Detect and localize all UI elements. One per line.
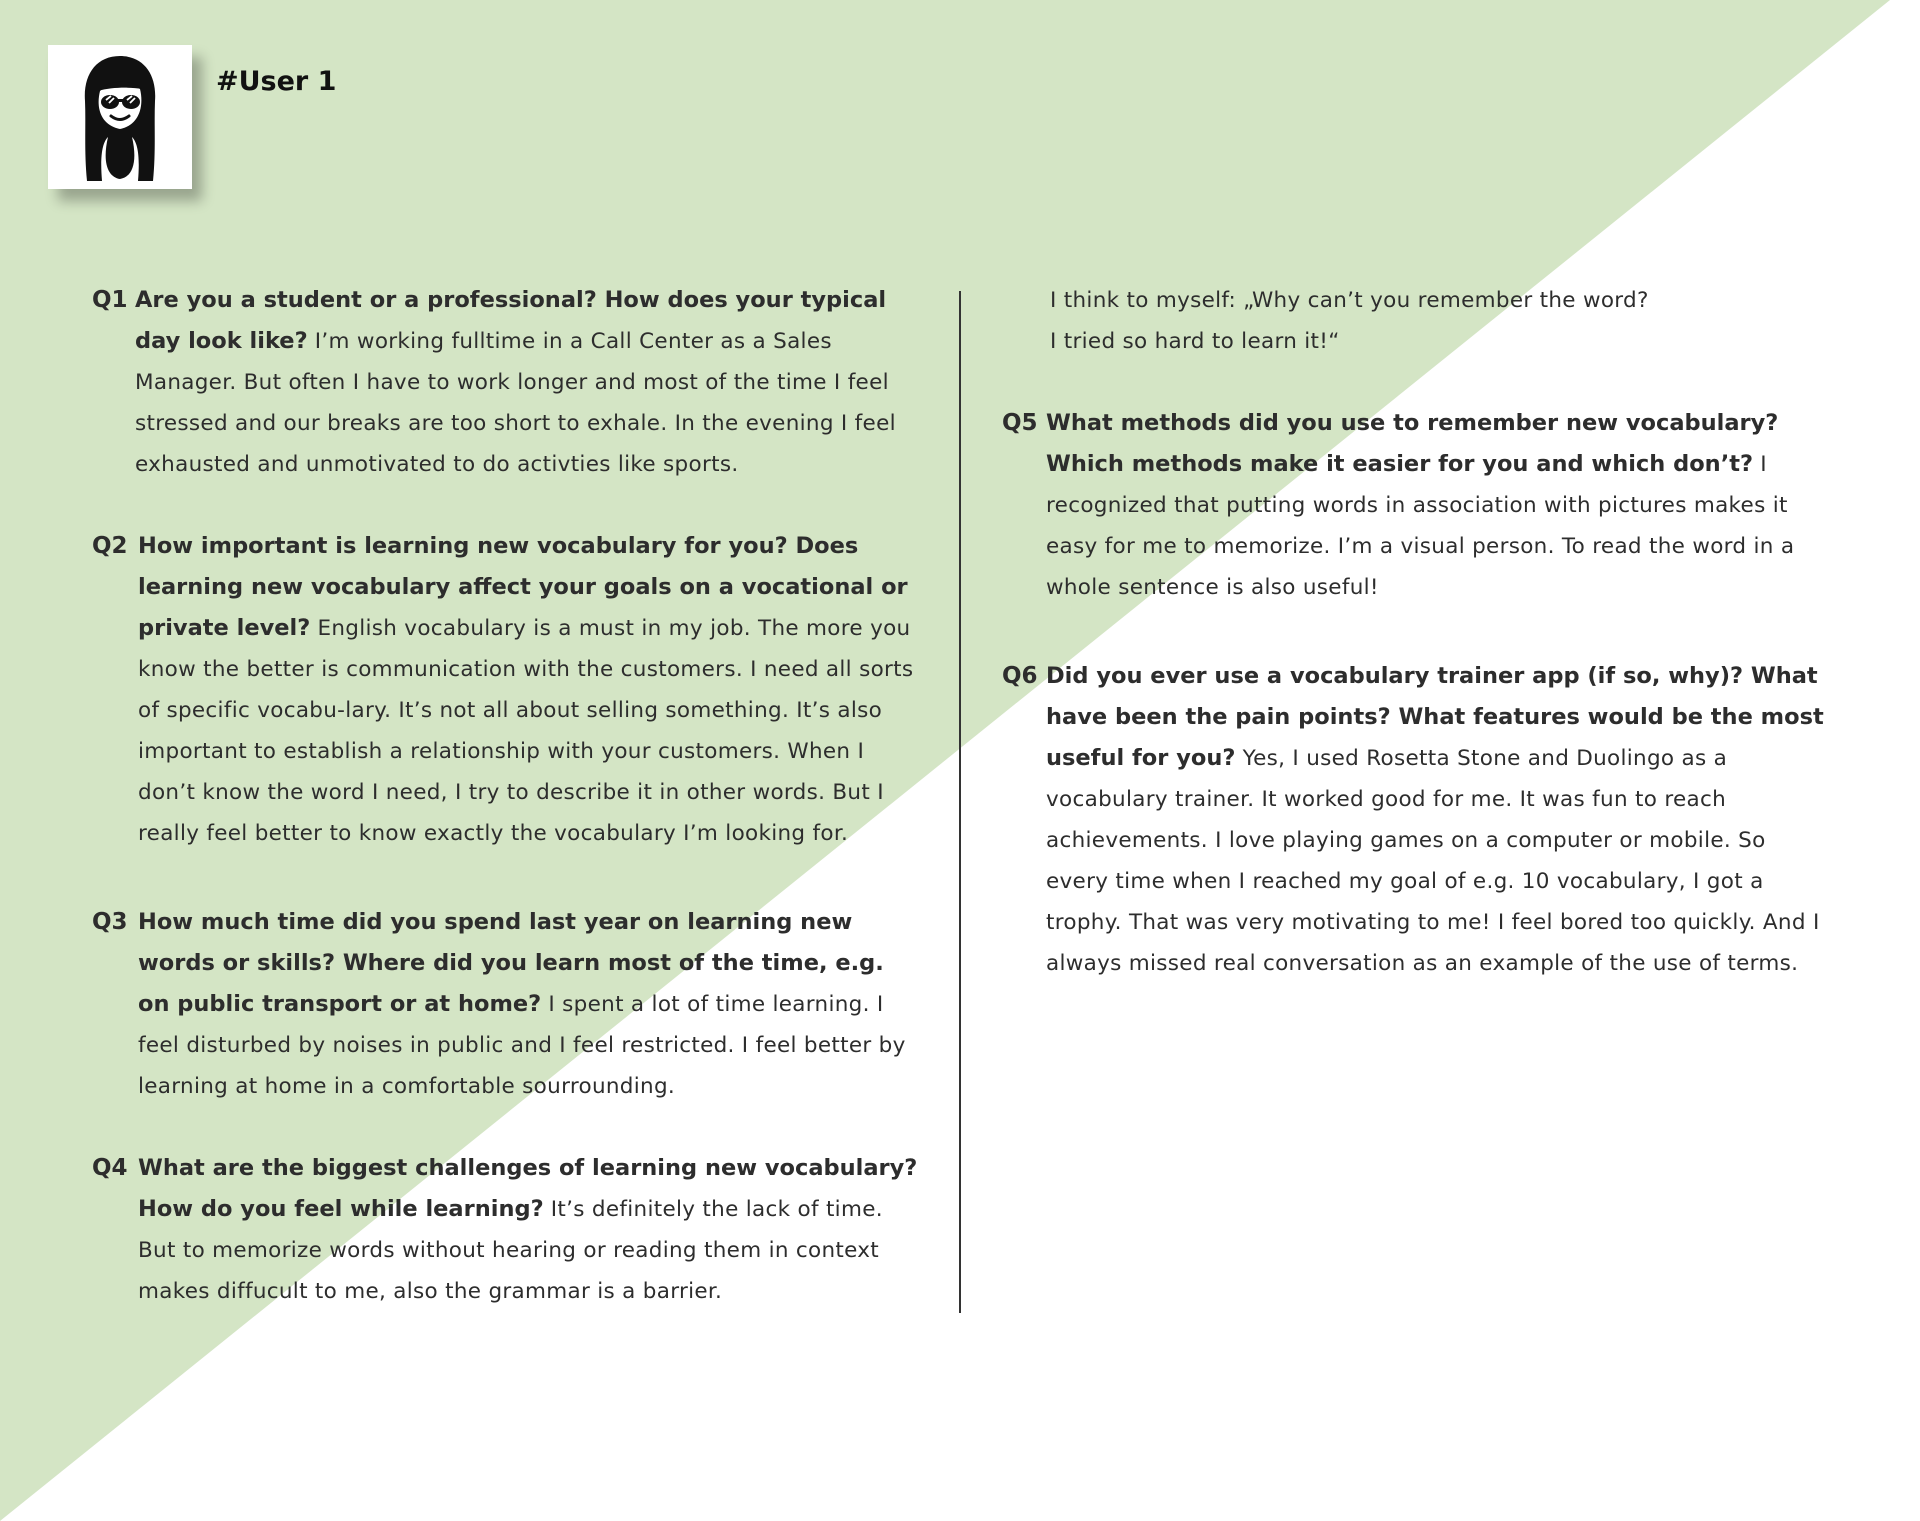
- question-text: Are you a student or a professional? How does your typical day look like?: [135, 287, 887, 354]
- qa-text: [1046, 656, 1832, 984]
- question-number: Q5: [1002, 410, 1038, 436]
- question-number: Q4: [92, 1155, 128, 1181]
- qa-q4: [92, 1148, 922, 1312]
- user-title: #User 1: [216, 66, 337, 97]
- answer-text: English vocabulary is a must in my job. The more you know the better is communication with the customers. I need all sorts of specific vocabu-lary. It’s not all about selling something. It’s also important to establish a relationship with your customers. When I don’t know the word I need, I try to describe it in other words. But I really feel better to know exactly the vocabulary I’m looking for.: [138, 616, 914, 846]
- answer-text: Yes, I used Rosetta Stone and Duolingo as a vocabulary trainer. It worked good for me. It was fun to reach achievements. I love playing games on a computer or mobile. So every time when I reached my goal of e.g. 10 vocabulary, I got a trophy. That was very motivating to me! I feel bored too quickly. And I always missed real conversation as an example of the use of terms.: [1046, 746, 1820, 976]
- question-text: What methods did you use to remember new vocabulary? Which methods make it easier for you and which don’t?: [1046, 410, 1779, 477]
- qa-q1: [92, 280, 922, 485]
- qa-q2: [92, 526, 922, 854]
- user-avatar: [48, 45, 192, 189]
- qa-q3: [92, 902, 922, 1107]
- qa-text: [138, 1148, 922, 1312]
- right-column: [1002, 280, 1832, 984]
- answer-text: I spent a lot of time learning. I feel disturbed by noises in public and I feel restricted. I feel better by learning at home in a comfortable sourrounding.: [138, 992, 906, 1099]
- column-divider: [959, 291, 961, 1313]
- qa-text: [135, 280, 922, 485]
- question-number: Q3: [92, 909, 128, 935]
- question-text: Did you ever use a vocabulary trainer app (if so, why)? What have been the pain points? What features would be the most useful for you?: [1046, 663, 1824, 771]
- question-text: How important is learning new vocabulary for you? Does learning new vocabulary affect your goals on a vocational or private level?: [138, 533, 908, 641]
- answer-text: I recognized that putting words in association with pictures makes it easy for me to memorize. I’m a visual person. To read the word in a whole sentence is also useful!: [1046, 452, 1795, 600]
- qa-text: [1046, 403, 1832, 608]
- qa-text: [138, 902, 922, 1107]
- qa-q6: [1002, 656, 1832, 984]
- answer-text: It’s definitely the lack of time. But to memorize words without hearing or reading them in context makes diffucult to me, also the grammar is a barrier.: [138, 1197, 883, 1304]
- question-number: Q1: [92, 287, 128, 313]
- question-number: Q6: [1002, 663, 1038, 689]
- qa-text: [138, 526, 922, 854]
- question-text: What are the biggest challenges of learning new vocabulary? How do you feel while learning?: [138, 1155, 918, 1222]
- q4-continued-line: I tried so hard to learn it!“: [1050, 329, 1340, 354]
- q4-continued-line: I think to myself: „Why can’t you remember the word?: [1050, 288, 1649, 313]
- woman-with-sunglasses-icon: [78, 53, 162, 181]
- q4-continued: [1050, 280, 1832, 362]
- left-column: [92, 280, 922, 1312]
- qa-q5: [1002, 403, 1832, 608]
- question-text: How much time did you spend last year on learning new words or skills? Where did you learn most of the time, e.g. on public transport or at home?: [138, 909, 884, 1017]
- answer-text: I’m working fulltime in a Call Center as a Sales Manager. But often I have to work longer and most of the time I feel stressed and our breaks are too short to exhale. In the evening I feel exhausted and unmotivated to do activties like sports.: [135, 329, 896, 477]
- question-number: Q2: [92, 533, 128, 559]
